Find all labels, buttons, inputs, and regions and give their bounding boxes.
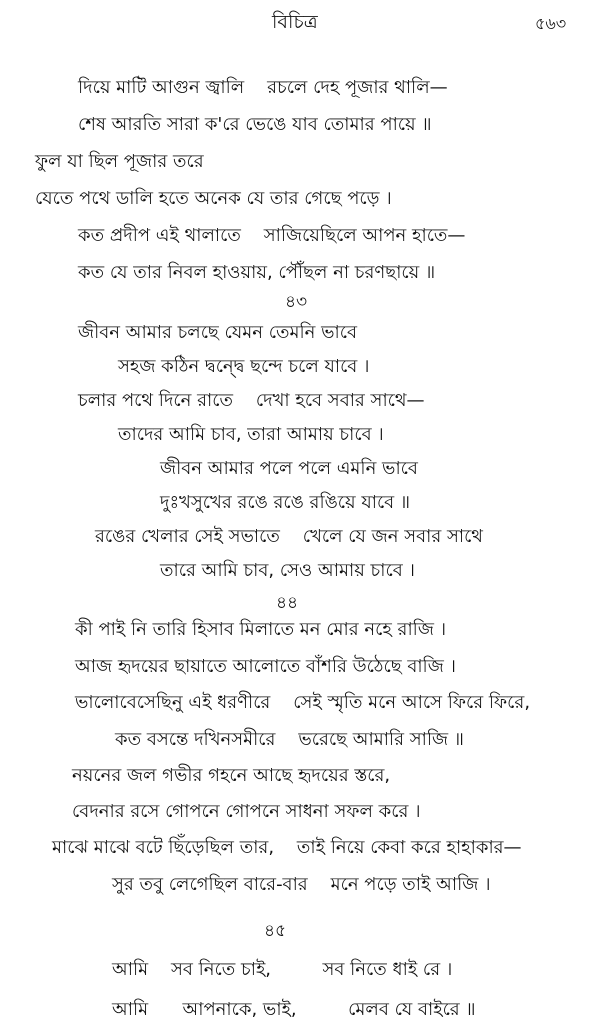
verse-line: তাদের আমি চাব, তারা আমায় চাবে ।	[118, 424, 384, 445]
verse-line: বেদনার রসে গোপনে গোপনে সাধনা সফল করে ।	[72, 801, 421, 822]
verse-line: কত বসন্তে দখিনসমীরে ভরেছে আমারি সাজি ॥	[115, 729, 464, 750]
verse-line: আমি আপনাকে, ভাই, মেলব যে বাইরে ॥	[112, 999, 476, 1020]
verse-line: ফুল যা ছিল পূজার তরে	[35, 151, 204, 172]
verse-line: সুর তবু লেগেছিল বারে-বার মনে পড়ে তাই আজি ।	[112, 874, 491, 895]
verse-line: জীবন আমার পলে পলে এমনি ভাবে	[160, 458, 418, 479]
verse-line: কত যে তার নিবল হাওয়ায়, পৌঁছল না চরণছায়ে ॥	[78, 262, 436, 283]
song-number: ৪৫	[263, 921, 287, 941]
verse-line: ভালোবেসেছিনু এই ধরণীরে সেই স্মৃতি মনে আসে ফিরে ফিরে,	[75, 692, 531, 713]
verse-line: তারে আমি চাব, সেও আমায় চাবে ।	[160, 560, 415, 581]
verse-line: দুঃখসুখের রঙে রঙে রঙিয়ে যাবে ॥	[160, 492, 411, 513]
verse-line: কত প্রদীপ এই থালাতে সাজিয়েছিলে আপন হাতে—	[78, 225, 466, 246]
song-number: ৪৩	[284, 292, 308, 312]
verse-line: আমি সব নিতে চাই, সব নিতে ধাই রে ।	[112, 959, 453, 980]
verse-line: চলার পথে দিনে রাতে দেখা হবে সবার সাথে—	[78, 390, 425, 411]
verse-line: দিয়ে মাটি আগুন জ্বালি রচলে দেহ পূজার থালি—	[78, 77, 448, 98]
page-number: ৫৬৩	[535, 14, 567, 33]
verse-line: জীবন আমার চলছে যেমন তেমনি ভাবে	[78, 322, 357, 343]
verse-line: আজ হৃদয়ের ছায়াতে আলোতে বাঁশরি উঠেছে বাজি ।	[75, 656, 456, 677]
running-title: বিচিত্র	[272, 11, 318, 33]
verse-line: কী পাই নি তারি হিসাব মিলাতে মন মোর নহে রাজি ।	[75, 619, 447, 640]
verse-line: মাঝে মাঝে বটে ছিঁড়েছিল তার, তাই নিয়ে কেবা করে হাহাকার—	[52, 837, 522, 858]
verse-line: রঙের খেলার সেই সভাতে খেলে যে জন সবার সাথে	[95, 526, 483, 547]
verse-line: সহজ কঠিন দ্বন্দ্বে ছন্দে চলে যাবে ।	[118, 356, 370, 377]
song-number: ৪৪	[275, 593, 299, 613]
verse-line: নয়নের জল গভীর গহনে আছে হৃদয়ের স্তরে,	[72, 765, 391, 786]
verse-line: যেতে পথে ডালি হতে অনেক যে তার গেছে পড়ে ।	[35, 188, 392, 209]
verse-line: শেষ আরতি সারা ক'রে ভেঙে যাব তোমার পায়ে ॥	[78, 114, 432, 135]
